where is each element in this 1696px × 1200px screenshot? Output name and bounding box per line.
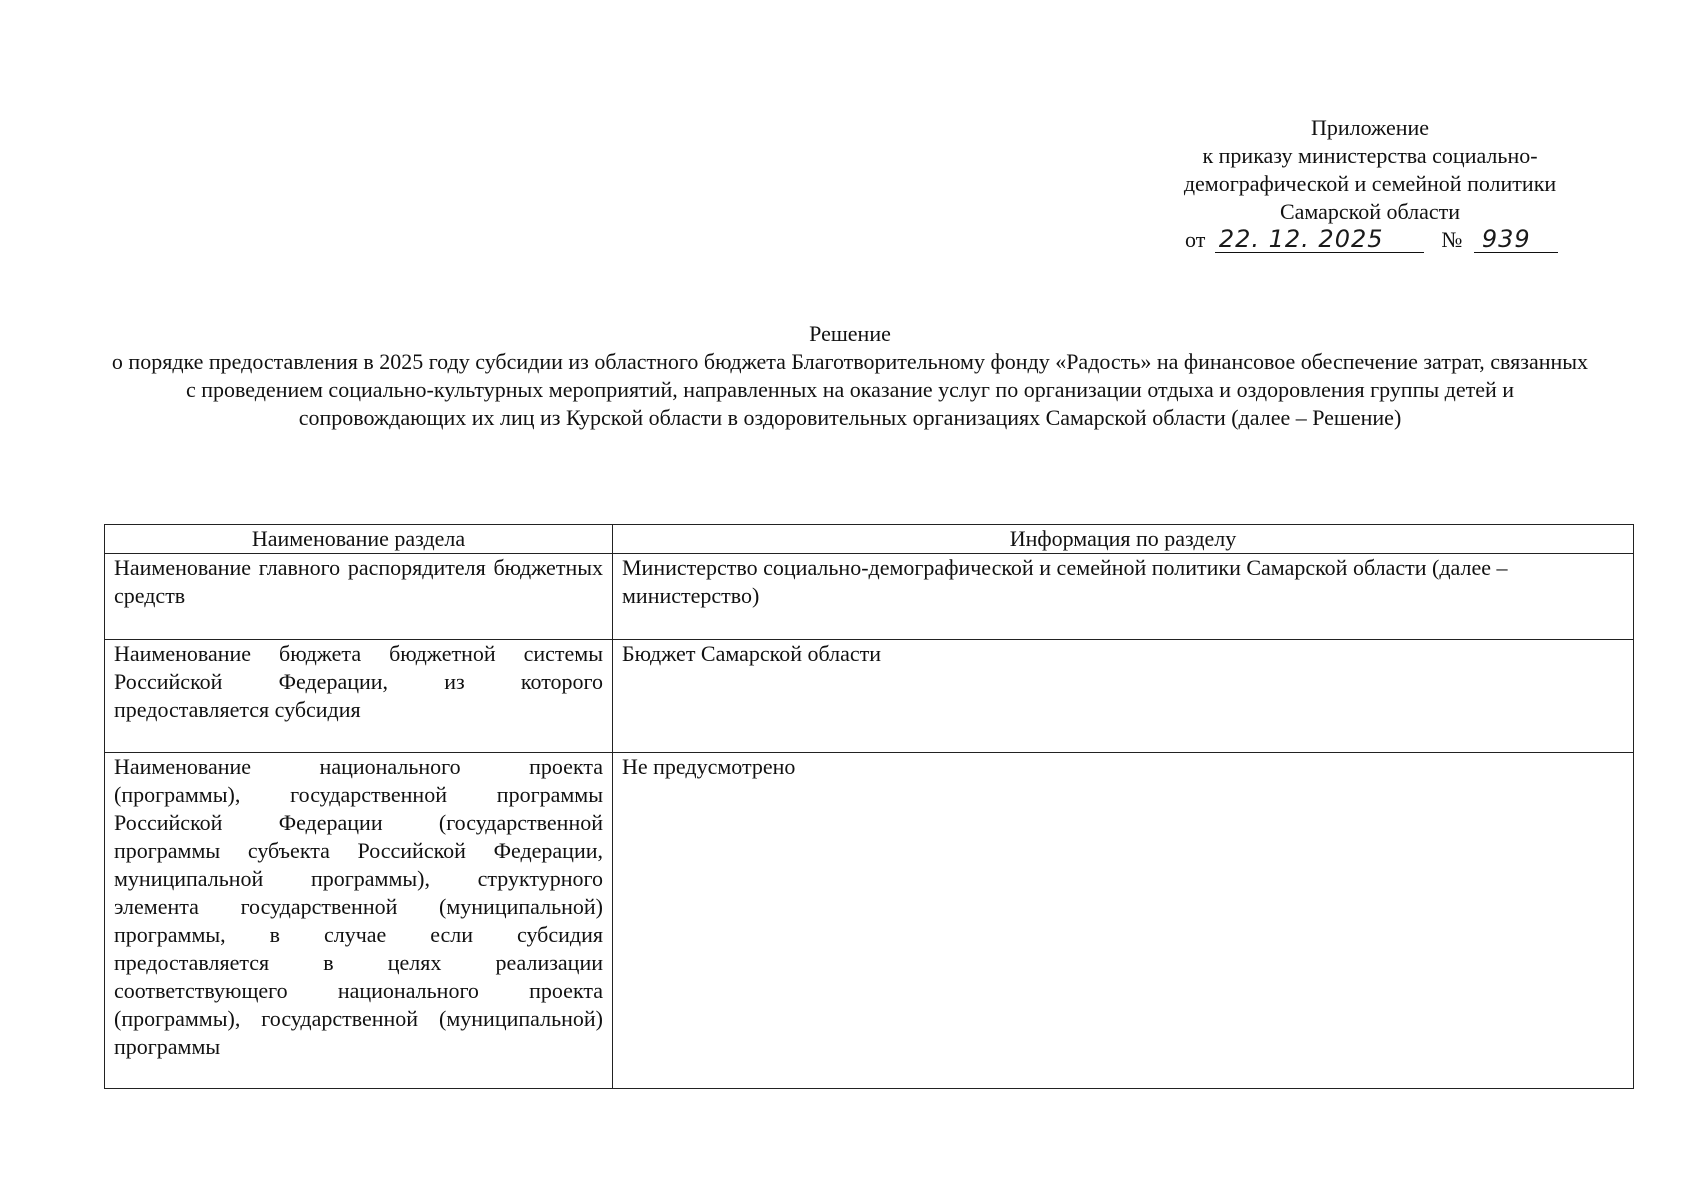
appendix-date-number-line bbox=[1120, 226, 1620, 260]
appendix-title: Приложение bbox=[1310, 115, 1430, 140]
row-section-name: Наименование бюджета бюджетной системы Российской Федерации, из которого предоставляется субсидия bbox=[105, 640, 613, 753]
appendix-block bbox=[1120, 114, 1620, 260]
handwritten-date: 22. 12. 2025 bbox=[1215, 226, 1424, 253]
table-row bbox=[105, 554, 1634, 640]
appendix-line-region: Самарской области bbox=[1279, 199, 1461, 224]
row-section-info: Бюджет Самарской области bbox=[613, 640, 1634, 753]
row-section-info: Министерство социально-демографической и семейной политики Самарской области (далее – министерство) bbox=[613, 554, 1634, 640]
handwritten-number: 939 bbox=[1474, 226, 1558, 253]
appendix-line-order: к приказу министерства социально- bbox=[1202, 143, 1538, 168]
decision-description: о порядке предоставления в 2025 году субсидии из областного бюджета Благотворительному фонду «Радость» на финансовое обеспечение затрат, связанных с проведением социально-культурных мероприятий, направленных на оказание услуг по организации отдыха и оздоровления группы детей и сопровождающих их лиц из Курской области в оздоровительных организациях Самарской области (далее – Решение) bbox=[111, 349, 1589, 430]
appendix-line-ministry: демографической и семейной политики bbox=[1183, 171, 1557, 196]
date-label: от bbox=[1185, 227, 1206, 252]
decision-title: Решение bbox=[809, 321, 891, 346]
decision-table bbox=[104, 524, 1634, 1089]
header-section-name: Наименование раздела bbox=[105, 525, 613, 554]
decision-heading bbox=[110, 320, 1590, 432]
table-row bbox=[105, 640, 1634, 753]
row-section-name: Наименование национального проекта (программы), государственной программы Российской Федерации (государственной программы субъекта Российской Федерации, муниципальной программы), структурного элемента государственной (муниципальной) программы, в случае если субсидия предоставляется в целях реализации соответствующего национального проекта (программы), государственной (муниципальной) программы bbox=[105, 753, 613, 1089]
row-section-info: Не предусмотрено bbox=[613, 753, 1634, 1089]
number-label: № bbox=[1441, 227, 1463, 252]
row-section-name: Наименование главного распорядителя бюджетных средств bbox=[105, 554, 613, 640]
table-row bbox=[105, 753, 1634, 1089]
header-section-info: Информация по разделу bbox=[613, 525, 1634, 554]
table-header-row bbox=[105, 525, 1634, 554]
